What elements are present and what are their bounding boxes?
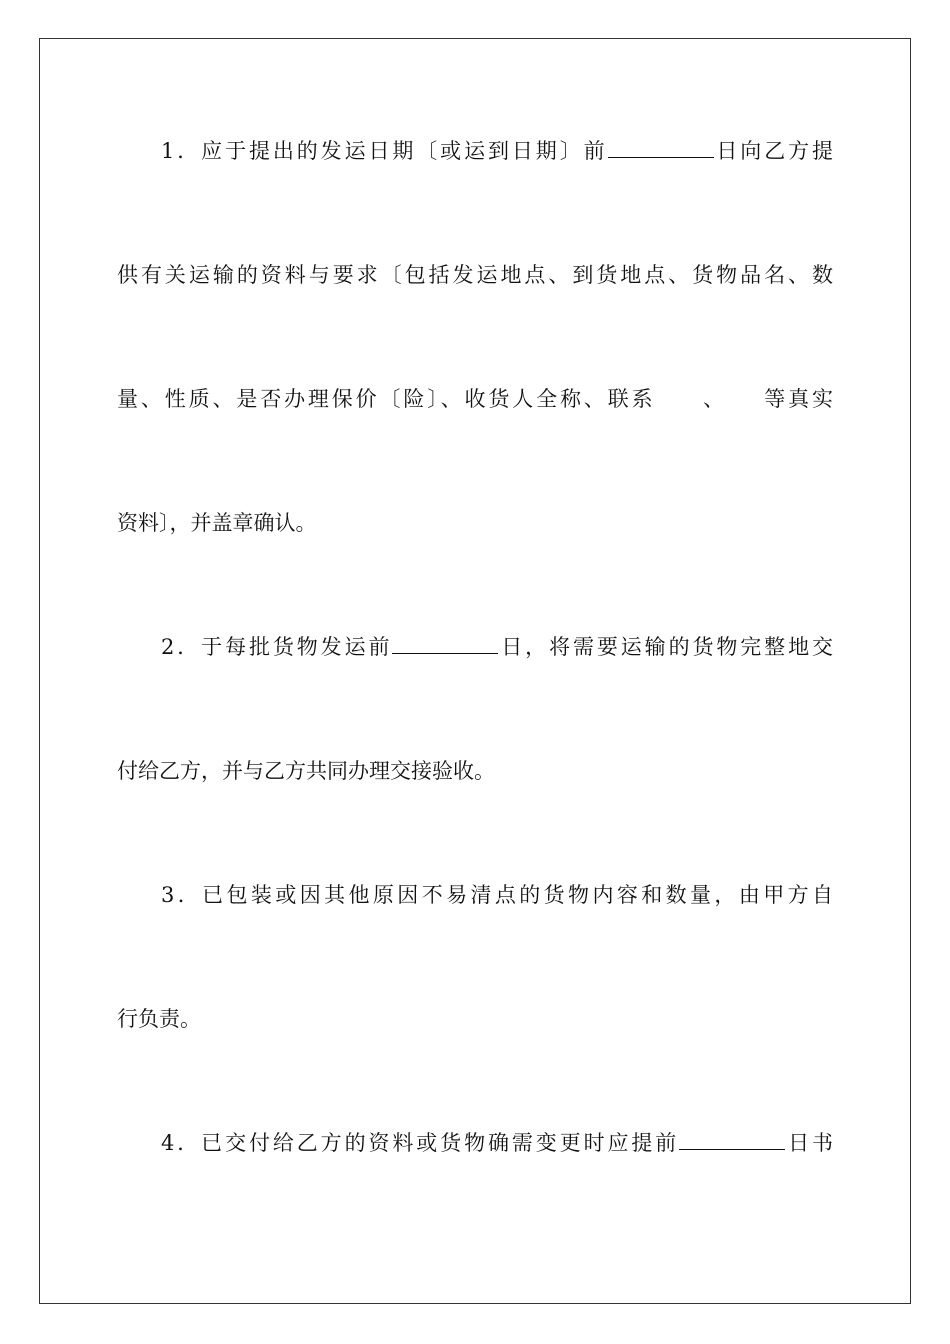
item-2-line-1 [117, 632, 833, 662]
item-1-line-1-text-before: 1．应于提出的发运日期〔或运到日期〕前 [161, 139, 608, 163]
item-2-line-1-text-after: 日，将需要运输的货物完整地交 [498, 635, 833, 659]
item-1-line-1-text-after: 日向乙方提 [713, 139, 833, 163]
item-4-line-1-text-before: 4．已交付给乙方的资料或货物确需变更时应提前 [161, 1131, 680, 1155]
item-3-line-2: 行负责。 [117, 1007, 201, 1031]
fill-in-blank[interactable] [608, 137, 714, 158]
item-2-line-1-text-before: 2．于每批货物发运前 [161, 635, 393, 659]
item-1-line-3: 量、性质、是否办理保价〔险〕、收货人全称、联系 、 等真实 [117, 387, 833, 411]
item-3-line-1: 3．已包装或因其他原因不易清点的货物内容和数量，由甲方自 [161, 883, 833, 907]
item-1-line-2: 供有关运输的资料与要求〔包括发运地点、到货地点、货物品名、数 [117, 263, 833, 287]
item-4-line-1-text-after: 日书 [785, 1131, 833, 1155]
item-2-line-2: 付给乙方，并与乙方共同办理交接验收。 [117, 759, 495, 783]
item-1-line-1 [117, 136, 833, 166]
fill-in-blank[interactable] [679, 1129, 785, 1150]
item-1-line-4: 资料〕，并盖章确认。 [117, 511, 317, 535]
fill-in-blank[interactable] [392, 633, 498, 654]
item-4-line-1 [117, 1128, 833, 1158]
page-border [39, 38, 911, 1304]
